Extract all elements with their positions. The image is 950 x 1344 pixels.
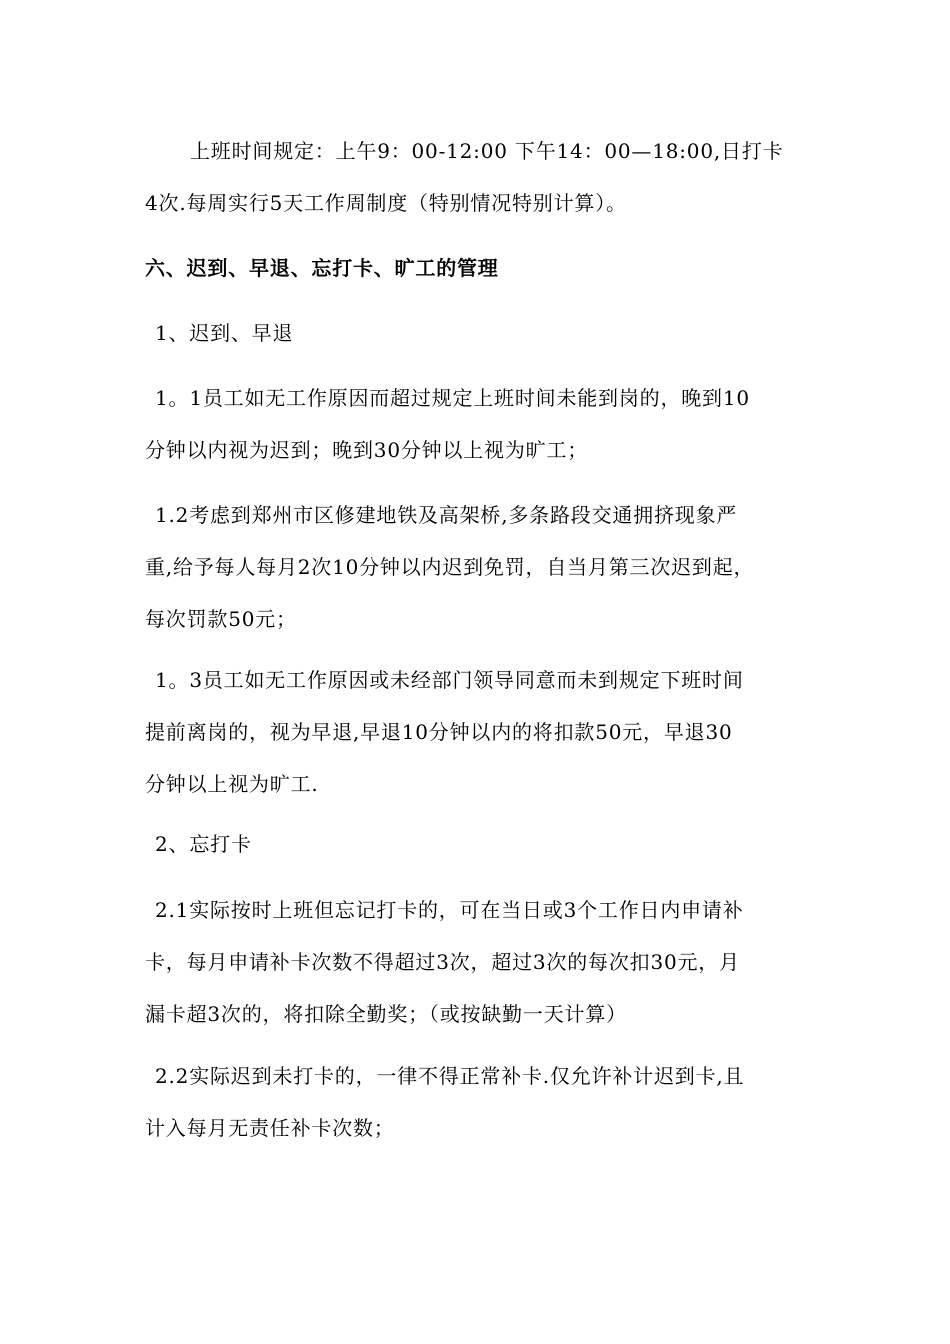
text-line: 分钟以上视为旷工. bbox=[145, 772, 319, 796]
text-line: 上班时间规定：上午9：00-12:00 下午14：00—18:00,日打卡 bbox=[190, 139, 784, 163]
text-line: 每次罚款50元； bbox=[145, 607, 297, 631]
subsection-title-late-early bbox=[145, 307, 815, 359]
work-hours-paragraph bbox=[145, 125, 815, 229]
text-line: 1.2考虑到郑州市区修建地铁及高架桥,多条路段交通拥挤现象严 bbox=[155, 503, 738, 527]
text-line: 2.1实际按时上班但忘记打卡的，可在当日或3个工作日内申请补 bbox=[155, 898, 744, 922]
text-line: 提前离岗的，视为早退,早退10分钟以内的将扣款50元，早退30 bbox=[145, 720, 733, 744]
text-line: 分钟以内视为迟到；晚到30分钟以上视为旷工； bbox=[145, 438, 589, 462]
text-line: 1、迟到、早退 bbox=[155, 321, 294, 345]
text-line: 1。3员工如无工作原因或未经部门领导同意而未到规定下班时间 bbox=[155, 668, 744, 692]
text-line: 卡，每月申请补卡次数不得超过3次，超过3次的每次扣30元，月 bbox=[145, 950, 740, 974]
clause-1-1 bbox=[145, 372, 815, 476]
clause-1-2 bbox=[145, 489, 815, 645]
text-line: 2.2实际迟到未打卡的，一律不得正常补卡.仅允许补计迟到卡,且 bbox=[155, 1064, 745, 1088]
text-line: 计入每月无责任补卡次数； bbox=[145, 1116, 395, 1140]
clause-2-1 bbox=[145, 884, 815, 1040]
section-heading: 六、迟到、早退、忘打卡、旷工的管理 bbox=[145, 256, 499, 280]
text-line: 2、忘打卡 bbox=[155, 832, 252, 856]
text-line: 1。1员工如无工作原因而超过规定上班时间未能到岗的，晚到10 bbox=[155, 386, 750, 410]
text-line: 重,给予每人每月2次10分钟以内迟到免罚，自当月第三次迟到起， bbox=[145, 555, 755, 579]
subsection-title-forgot-punch bbox=[145, 818, 815, 870]
text-line: 漏卡超3次的，将扣除全勤奖；（或按缺勤一天计算） bbox=[145, 1002, 627, 1026]
text-line: 4次.每周实行5天工作周制度（特别情况特别计算）。 bbox=[145, 191, 627, 215]
clause-1-3 bbox=[145, 654, 815, 810]
clause-2-2 bbox=[145, 1050, 815, 1154]
